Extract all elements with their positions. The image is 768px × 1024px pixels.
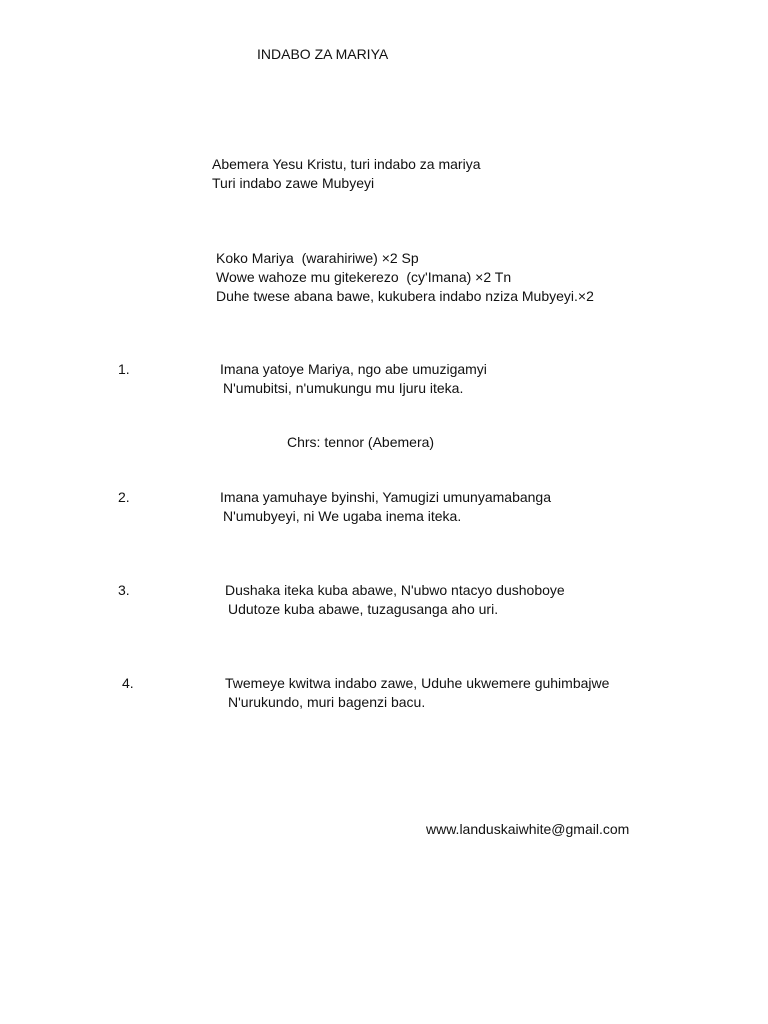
refrain-line: Koko Mariya (warahiriwe) ×2 Sp — [216, 250, 419, 266]
refrain-line: Duhe twese abana bawe, kukubera indabo nziza Mubyeyi.×2 — [216, 288, 594, 304]
verse-line: Twemeye kwitwa indabo zawe, Uduhe ukwemere guhimbajwe — [225, 675, 610, 691]
verse-number: 3. — [118, 582, 130, 598]
verse-line: Udutoze kuba abawe, tuzagusanga aho uri. — [228, 601, 499, 617]
refrain-line: Wowe wahoze mu gitekerezo (cy'Imana) ×2 Tn — [216, 269, 512, 285]
verse-number: 1. — [118, 361, 130, 377]
verse-line: Imana yatoye Mariya, ngo abe umuzigamyi — [220, 361, 487, 377]
intro-stanza — [212, 155, 480, 193]
contact-link[interactable]: www.landuskaiwhite@gmail.com — [426, 821, 630, 837]
intro-line: Abemera Yesu Kristu, turi indabo za mariya — [212, 156, 481, 172]
verse-number: 2. — [118, 489, 130, 505]
verse-text — [220, 488, 551, 526]
verse-line: N'umubyeyi, ni We ugaba inema iteka. — [223, 508, 462, 524]
verse-line: N'urukundo, muri bagenzi bacu. — [228, 694, 426, 710]
verse-text — [225, 674, 609, 712]
verse-line: Dushaka iteka kuba abawe, N'ubwo ntacyo dushoboye — [225, 582, 565, 598]
chorus-note: Chrs: tennor (Abemera) — [287, 434, 435, 450]
refrain-stanza — [216, 249, 594, 306]
verse-number: 4. — [122, 675, 134, 691]
verse-text — [220, 360, 487, 398]
document-title: INDABO ZA MARIYA — [257, 46, 389, 62]
verse-line: Imana yamuhaye byinshi, Yamugizi umunyamabanga — [220, 489, 552, 505]
verse-text — [225, 581, 565, 619]
intro-line: Turi indabo zawe Mubyeyi — [212, 175, 375, 191]
verse-line: N'umubitsi, n'umukungu mu Ijuru iteka. — [223, 380, 464, 396]
